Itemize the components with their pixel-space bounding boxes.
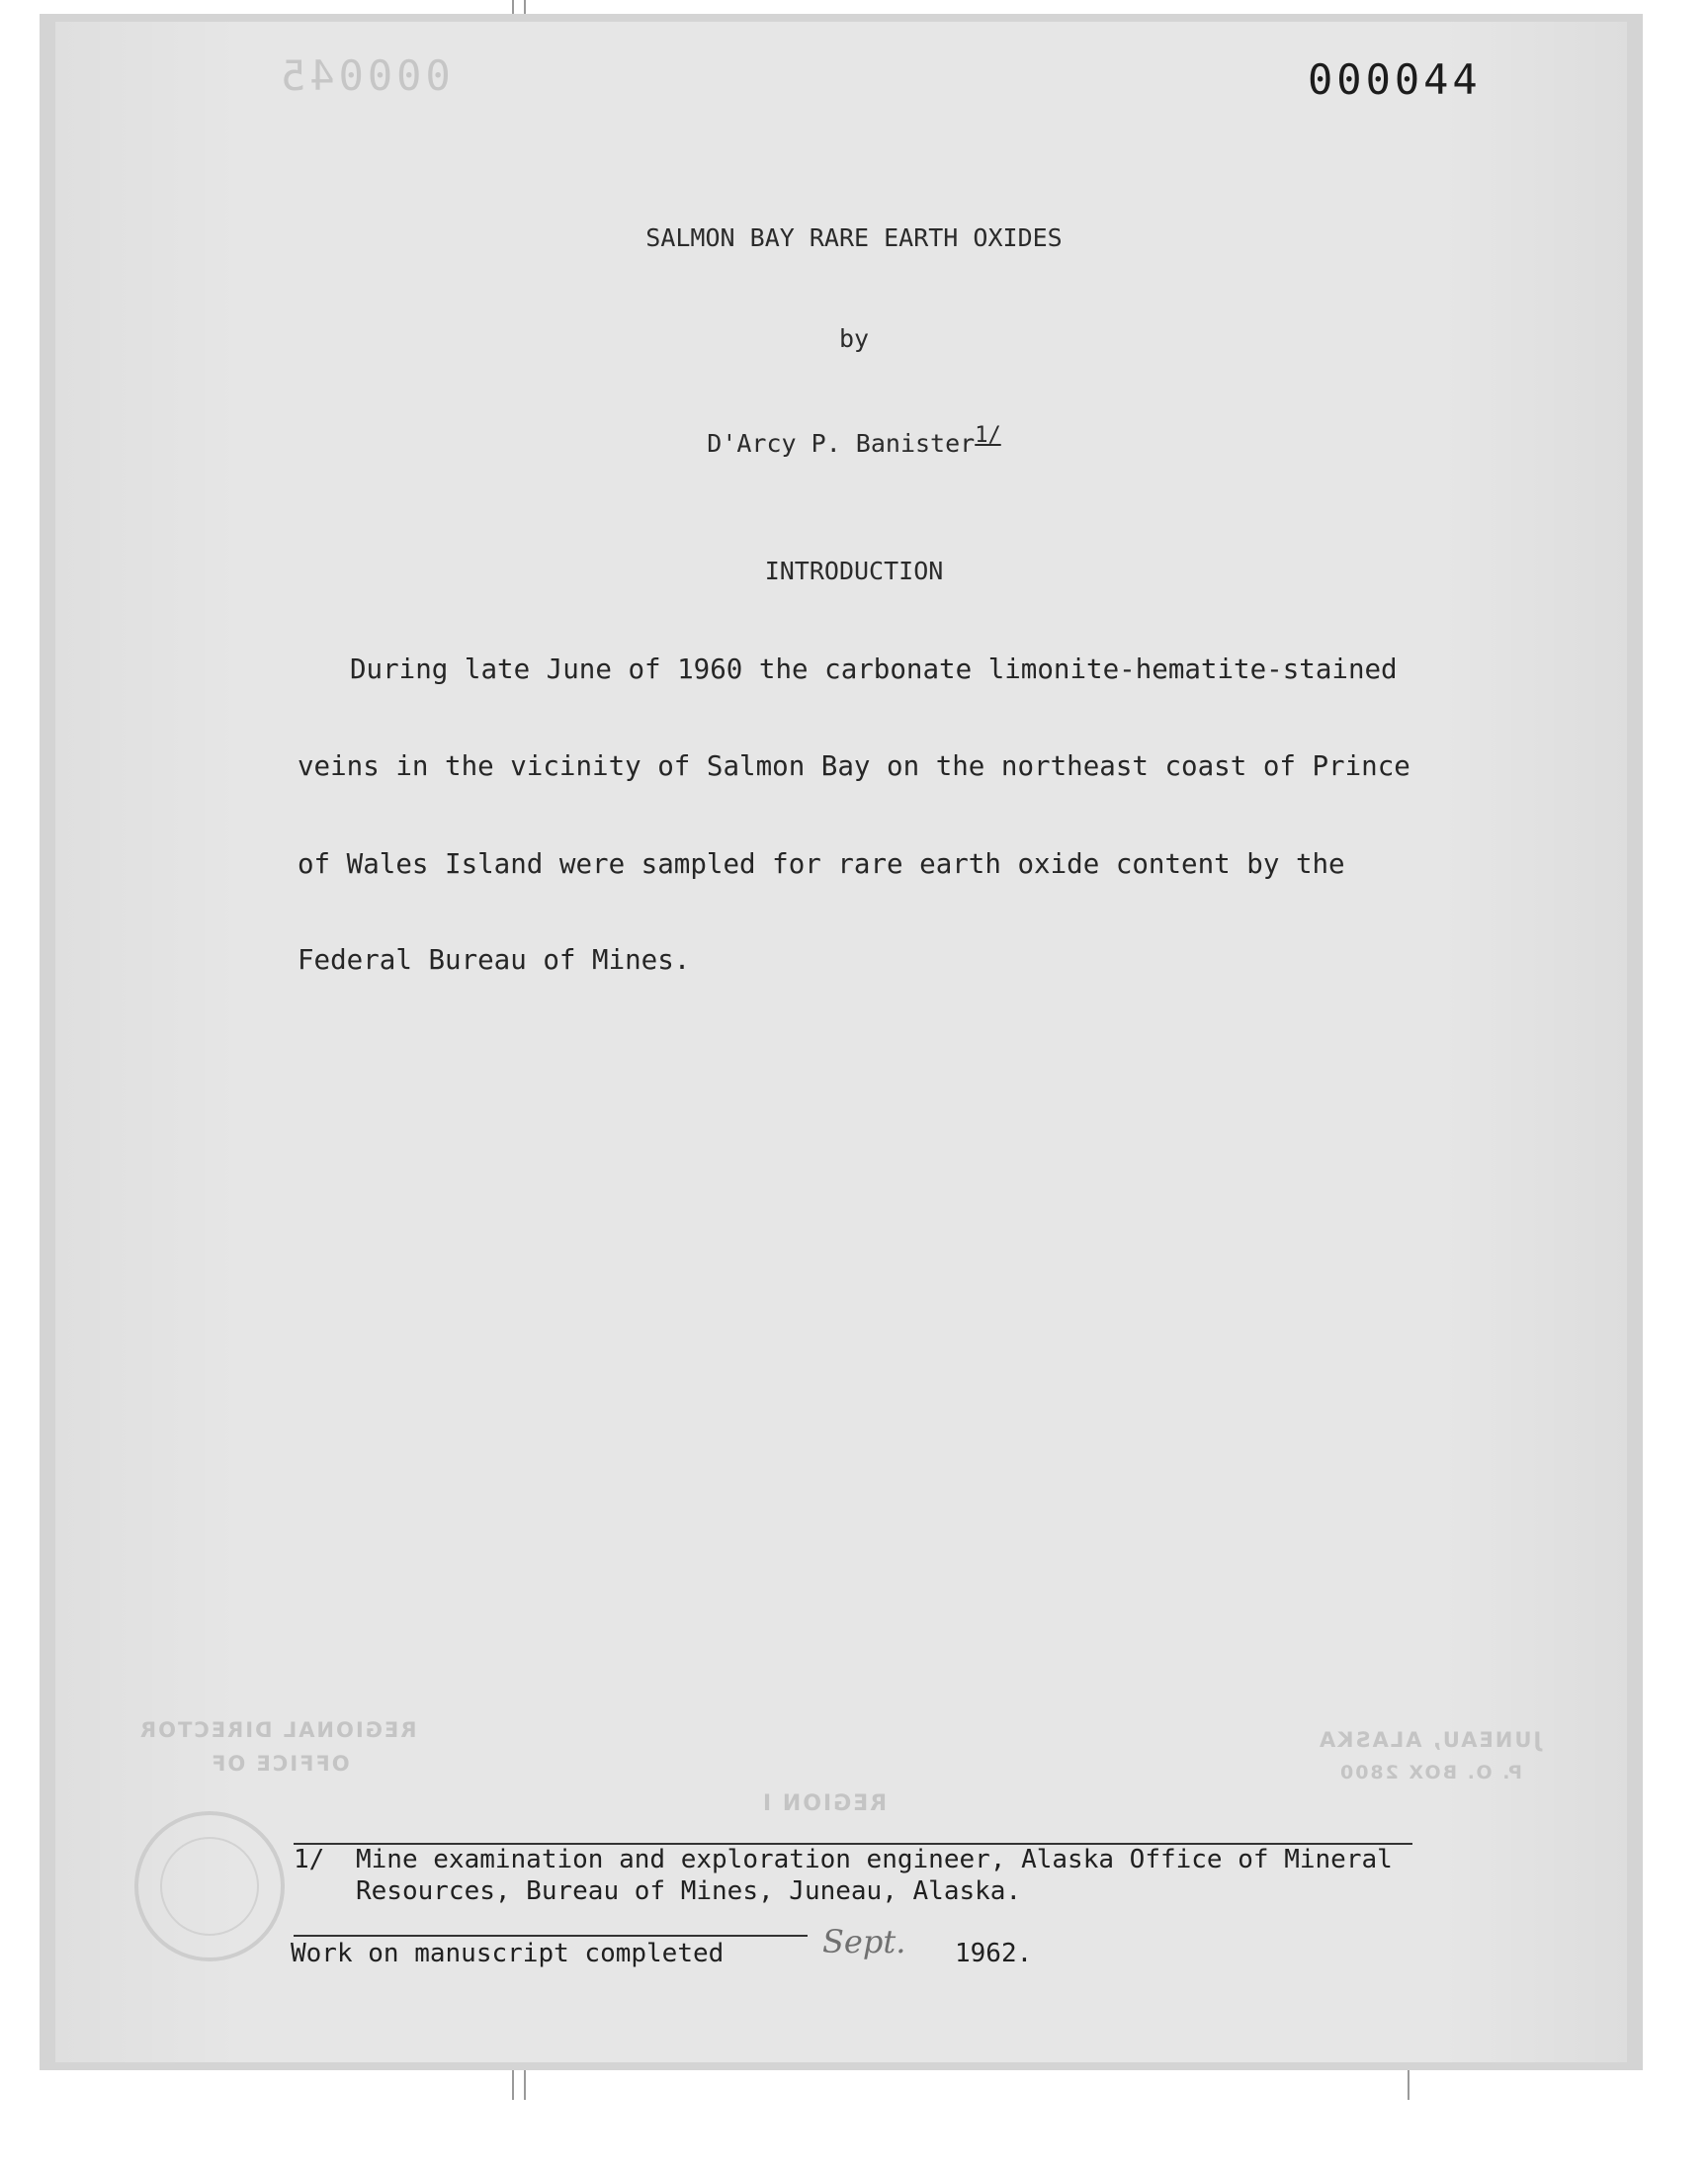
handwritten-month: Sept. [822, 1923, 906, 1960]
footnote-mark: 1/ [294, 1845, 325, 1874]
footnote-line: Mine examination and exploration engineer, Alaska Office of Mineral [356, 1845, 1393, 1874]
paragraph-line: of Wales Island were sampled for rare earth oxide content by the [298, 848, 1345, 880]
author-line [0, 423, 1708, 458]
seal-bleed-through [134, 1811, 285, 1961]
completion-rule [294, 1935, 808, 1937]
footnote-line: Resources, Bureau of Mines, Juneau, Alaska. [356, 1876, 1022, 1906]
seal-inner-ring [160, 1837, 259, 1936]
bleed-through-text: P. O. BOX 2800 [1338, 1762, 1522, 1784]
bleed-through-text: OFFICE OF [210, 1752, 350, 1776]
author-name: D'Arcy P. Banister [707, 429, 976, 458]
paragraph-line: veins in the vicinity of Salmon Bay on the northeast coast of Prince [298, 750, 1410, 782]
bleed-through-text: REGIONAL DIRECTOR [138, 1718, 417, 1742]
document-title: SALMON BAY RARE EARTH OXIDES [645, 223, 1063, 252]
scan-tick-bottom [524, 2070, 526, 2100]
author-footnote-ref: 1/ [975, 423, 1001, 448]
completion-year: 1962. [955, 1939, 1033, 1968]
paragraph-line: During late June of 1960 the carbonate limonite-hematite-stained [350, 653, 1398, 685]
completion-label: Work on manuscript completed [291, 1939, 725, 1968]
page-number: 000044 [1308, 55, 1482, 104]
scan-tick-bottom [1408, 2070, 1409, 2100]
byline: by [838, 324, 870, 353]
bleed-through-text: REGION I [761, 1791, 888, 1816]
paragraph-line: Federal Bureau of Mines. [298, 944, 691, 976]
scan-tick-top [524, 0, 526, 14]
section-heading: INTRODUCTION [764, 557, 944, 585]
page-number-bleed-through: 000045 [277, 51, 451, 100]
scan-tick-bottom [512, 2070, 514, 2100]
scan-tick-top [512, 0, 514, 14]
bleed-through-text: JUNEAU, ALASKA [1318, 1728, 1542, 1752]
